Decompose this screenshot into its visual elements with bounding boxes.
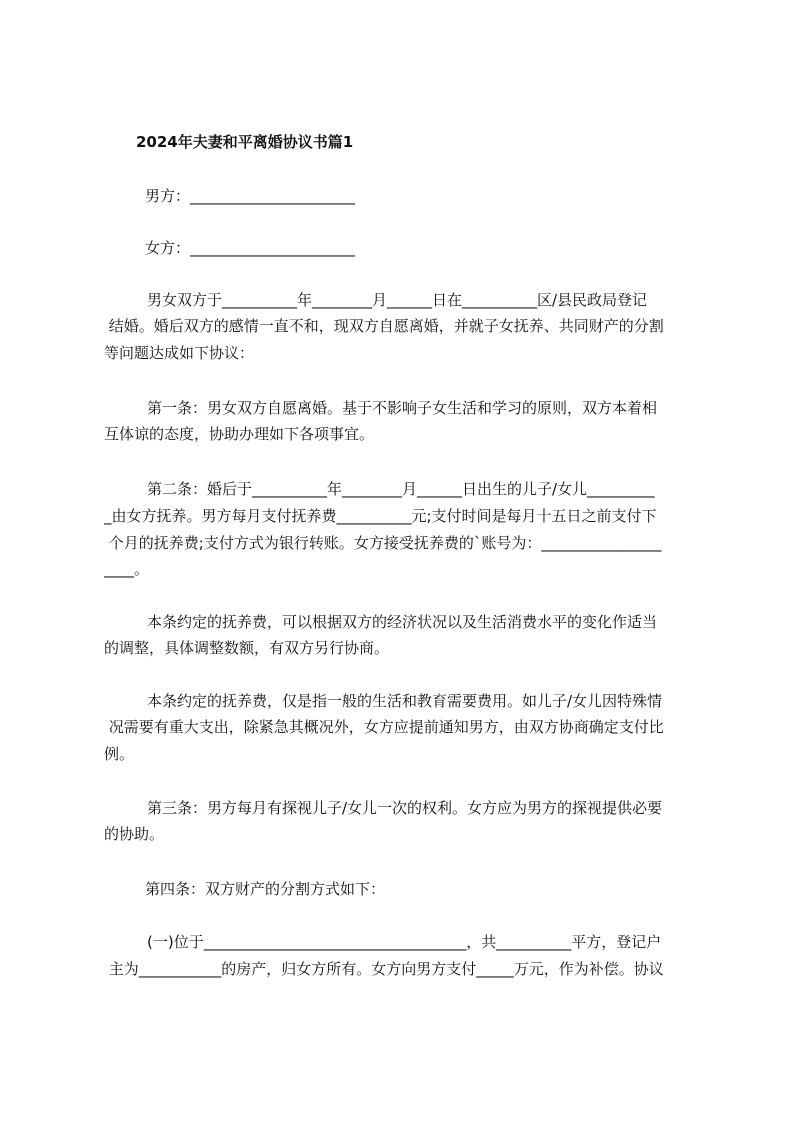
paragraph-line: 本条约定的抚养费，仅是指一般的生活和教育需要费用。如儿子/女儿因特殊情 — [147, 692, 663, 710]
paragraph-line: 互体谅的态度，协助办理如下各项事宜。 — [104, 425, 375, 443]
paragraph-line: 例。 — [104, 745, 135, 763]
paragraph-line: 本条约定的抚养费，可以根据双方的经济状况以及生活消费水平的变化作适当 — [147, 613, 658, 631]
paragraph-line: 等问题达成如下协议： — [104, 344, 255, 362]
paragraph-line: 的调整，具体调整数额，有双方另行协商。 — [104, 639, 390, 657]
paragraph-line: 男女双方于__________年________月______日在__________区/县民政局登记 — [147, 291, 648, 309]
bride-line: 女方：______________________ — [145, 239, 356, 257]
paragraph-line: 第二条：婚后于__________年________月______日出生的儿子/女儿_________ — [147, 480, 655, 498]
paragraph-line: ____。 — [104, 560, 150, 578]
document-title: 2024年夫妻和平离婚协议书篇1 — [136, 133, 354, 151]
paragraph-line: 第一条：男女双方自愿离婚。基于不影响子女生活和学习的原则，双方本着相 — [147, 399, 658, 417]
paragraph-line: _由女方抚养。男方每月支付抚养费__________元;支付时间是每月十五日之前支付下 — [104, 507, 657, 525]
article4-heading: 第四条：双方财产的分割方式如下： — [145, 880, 386, 898]
paragraph-line: 结婚。婚后双方的感情一直不和，现双方自愿离婚，并就子女抚养、共同财产的分割 — [104, 317, 664, 335]
paragraph-line: 主为___________的房产，归女方所有。女方向男方支付_____万元，作为补偿。协议 — [104, 960, 664, 978]
paragraph-line: (一)位于___________________________________，共__________平方，登记户 — [147, 933, 662, 951]
paragraph-line: 个月的抚养费;支付方式为银行转账。女方接受抚养费的`账号为：________________ — [104, 534, 662, 552]
paragraph-line: 况需要有重大支出，除紧急其概况外，女方应提前通知男方，由双方协商确定支付比 — [104, 718, 664, 736]
groom-line: 男方：______________________ — [145, 187, 356, 205]
paragraph-line: 的协助。 — [104, 825, 165, 843]
paragraph-line: 第三条：男方每月有探视儿子/女儿一次的权利。女方应为男方的探视提供必要 — [147, 799, 663, 817]
